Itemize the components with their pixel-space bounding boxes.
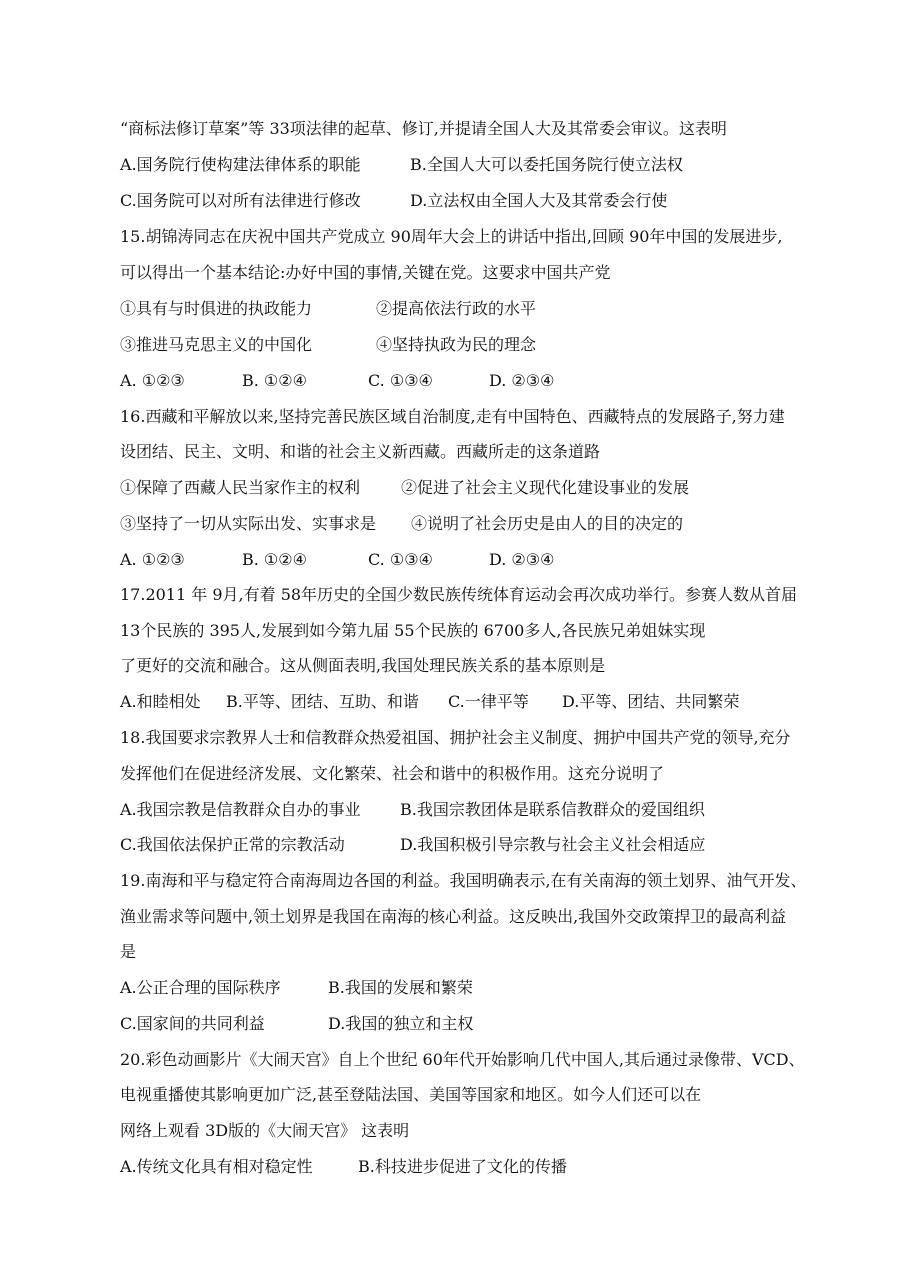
question-15-stem: 15.胡锦涛同志在庆祝中国共产党成立 90周年大会上的讲话中指出,回顾 90年中国的发展进步, (120, 227, 783, 246)
q20-option-b: B.科技进步促进了文化的传播 (358, 1157, 567, 1176)
q15-option-c: C. ①③④ (368, 371, 433, 390)
q14-option-d: D.立法权由全国人大及其常委会行使 (410, 191, 668, 210)
question-17-stem-cont-2: 了更好的交流和融合。这从侧面表明,我国处理民族关系的基本原则是 (120, 656, 606, 675)
q18-option-d: D.我国积极引导宗教与社会主义社会相适应 (400, 835, 706, 854)
question-19-stem-cont-2: 是 (120, 942, 137, 961)
q16-option-a: A. ①②③ (120, 550, 185, 569)
q17-option-a: A.和睦相处 (120, 692, 201, 711)
q16-option-c: C. ①③④ (368, 550, 433, 569)
q15-statement-2: ②提高依法行政的水平 (376, 299, 537, 318)
q16-statement-4: ④说明了社会历史是由人的目的决定的 (411, 514, 684, 533)
question-16-stem-cont: 设团结、民主、文明、和谐的社会主义新西藏。西藏所走的这条道路 (120, 442, 601, 461)
question-15-stem-cont: 可以得出一个基本结论:办好中国的事情,关键在党。这要求中国共产党 (120, 263, 611, 282)
q16-statement-2: ②促进了社会主义现代化建设事业的发展 (401, 478, 690, 497)
q14-option-b: B.全国人大可以委托国务院行使立法权 (410, 155, 683, 174)
question-20-stem-cont: 电视重播使其影响更加广泛,甚至登陆法国、美国等国家和地区。如今人们还可以在 (120, 1085, 702, 1104)
q15-option-a: A. ①②③ (120, 371, 185, 390)
question-17-stem: 17.2011 年 9月,有着 58年历史的全国少数民族传统体育运动会再次成功举行。参赛人数从首届 (120, 585, 798, 604)
question-20-stem-cont-2: 网络上观看 3D版的《大闹天宫》 这表明 (120, 1121, 410, 1140)
q19-option-b: B.我国的发展和繁荣 (328, 978, 473, 997)
q18-option-a: A.我国宗教是信教群众自办的事业 (120, 800, 361, 819)
q19-option-d: D.我国的独立和主权 (328, 1014, 474, 1033)
q14-option-c: C.国务院可以对所有法律进行修改 (120, 191, 361, 210)
q15-statement-3: ③推进马克思主义的中国化 (120, 335, 313, 354)
q17-option-c: C.一律平等 (448, 692, 529, 711)
question-14-stem-tail: “商标法修订草案”等 33项法律的起草、修订,并提请全国人大及其常委会审议。这表明 (120, 119, 727, 138)
q18-option-c: C.我国依法保护正常的宗教活动 (120, 835, 345, 854)
q19-option-c: C.国家间的共同利益 (120, 1014, 265, 1033)
q16-option-b: B. ①②④ (242, 550, 307, 569)
q14-option-a: A.国务院行使构建法律体系的职能 (120, 155, 361, 174)
question-16-stem: 16.西藏和平解放以来,坚持完善民族区域自治制度,走有中国特色、西藏特点的发展路子,努力建 (120, 407, 785, 426)
q17-option-b: B.平等、团结、互助、和谐 (226, 692, 419, 711)
q16-statement-3: ③坚持了一切从实际出发、实事求是 (120, 514, 377, 533)
q15-option-d: D. ②③④ (489, 371, 555, 390)
q20-option-a: A.传统文化具有相对稳定性 (120, 1157, 313, 1176)
question-18-stem-cont: 发挥他们在促进经济发展、文化繁荣、社会和谐中的积极作用。这充分说明了 (120, 764, 665, 783)
q15-option-b: B. ①②④ (242, 371, 307, 390)
question-19-stem-cont: 渔业需求等问题中,领土划界是我国在南海的核心利益。这反映出,我国外交政策捍卫的最高利益 (120, 907, 787, 926)
question-20-stem: 20.彩色动画影片《大闹天宫》自上个世纪 60年代开始影响几代中国人,其后通过录像带、VCD、 (120, 1050, 805, 1069)
q15-statement-1: ①具有与时俱进的执政能力 (120, 299, 313, 318)
q18-option-b: B.我国宗教团体是联系信教群众的爱国组织 (400, 800, 705, 819)
question-18-stem: 18.我国要求宗教界人士和信教群众热爱祖国、拥护社会主义制度、拥护中国共产党的领导,充分 (120, 728, 791, 747)
q17-option-d: D.平等、团结、共同繁荣 (562, 692, 740, 711)
q15-statement-4: ④坚持执政为民的理念 (376, 335, 537, 354)
q16-statement-1: ①保障了西藏人民当家作主的权利 (120, 478, 361, 497)
q16-option-d: D. ②③④ (489, 550, 555, 569)
question-19-stem: 19.南海和平与稳定符合南海周边各国的利益。我国明确表示,在有关南海的领土划界、油气开发、 (120, 871, 807, 890)
q19-option-a: A.公正合理的国际秩序 (120, 978, 281, 997)
question-17-stem-cont: 13个民族的 395人,发展到如今第九届 55个民族的 6700多人,各民族兄弟姐妹实现 (120, 621, 706, 640)
